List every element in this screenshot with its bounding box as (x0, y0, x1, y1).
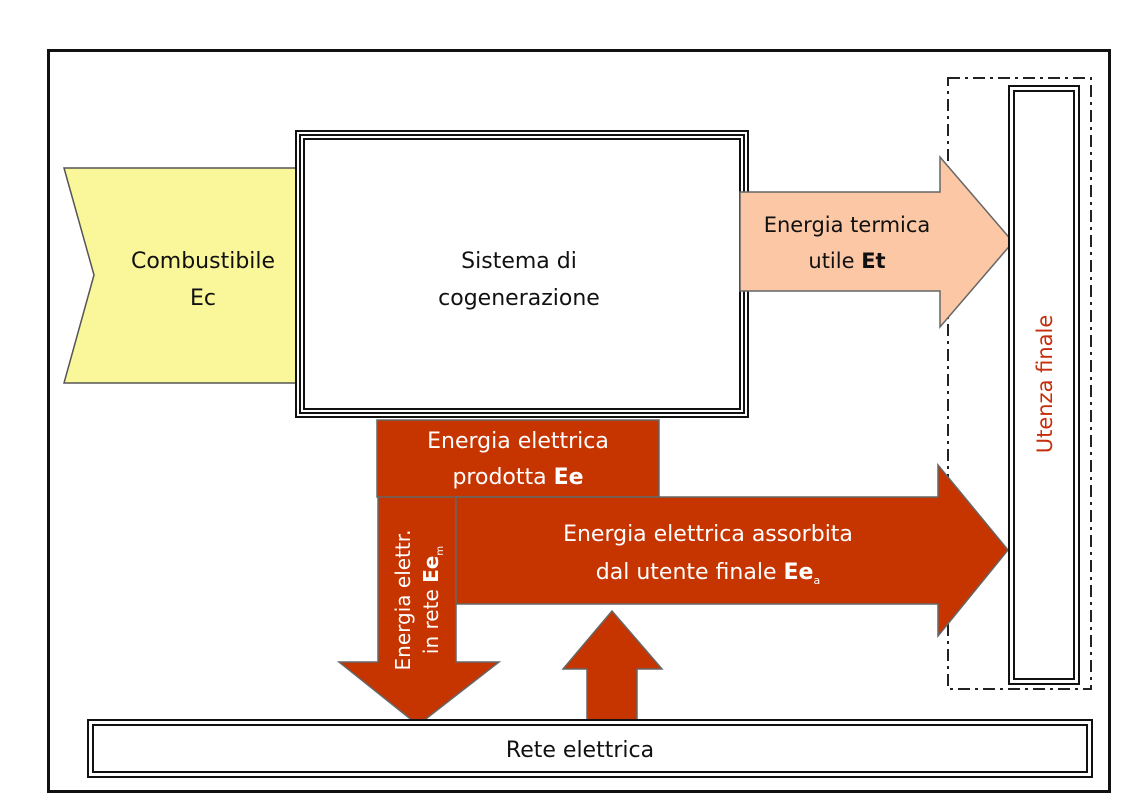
thermal-label-line2: utile Et (808, 249, 886, 273)
grid-injection-label-line1: Energia elettr. (391, 529, 415, 671)
grid-label: Rete elettrica (505, 738, 655, 763)
electric-absorbed-label-line2: dal utente finale $Ee_a$ (595, 560, 821, 587)
thermal-label-line1: Energia termica (763, 213, 931, 237)
grid-injection-label-line2: in rete $Ee_m$ (419, 545, 446, 655)
system-label-line2: cogenerazione (438, 286, 600, 311)
electric-produced-label-line2: prodotta Ee (452, 465, 584, 490)
fuel-shape (64, 168, 310, 383)
system-box (296, 131, 748, 417)
end-user-label: Utenza finale (1033, 314, 1057, 454)
electric-absorbed-label-line1: Energia elettrica assorbita (563, 522, 853, 547)
fuel-symbol: Ec (190, 286, 216, 311)
electric-produced-label-line1: Energia elettrica (427, 429, 609, 454)
fuel-label: Combustibile (130, 249, 276, 274)
system-label-line1: Sistema di (461, 249, 577, 274)
